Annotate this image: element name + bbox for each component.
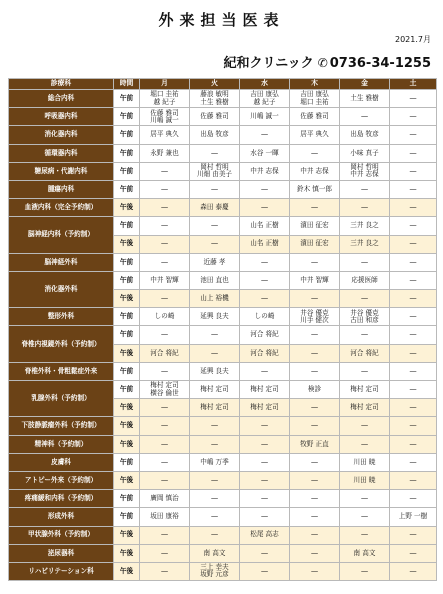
table-row	[9, 526, 437, 544]
doctor-cell: ―	[390, 108, 437, 126]
table-row	[9, 544, 437, 562]
doctor-cell: 中井 志保	[240, 162, 290, 180]
department-cell: 消化器内科	[9, 126, 114, 144]
doctor-cell: ―	[390, 417, 437, 435]
department-cell: 総合内科	[9, 90, 114, 108]
session-cell: 午後	[114, 399, 140, 417]
doctor-cell: 近藤 孝	[190, 253, 240, 271]
doctor-cell: ―	[190, 235, 240, 253]
doctor-cell: 廣岡 慎治	[140, 490, 190, 508]
doctor-cell: ―	[340, 290, 390, 308]
table-row	[9, 471, 437, 489]
doctor-cell: 梅村 定司	[240, 381, 290, 399]
doctor-cell: ―	[140, 562, 190, 580]
session-cell: 午前	[114, 308, 140, 326]
doctor-cell: 三井 良之	[340, 235, 390, 253]
session-cell: 午後	[114, 544, 140, 562]
doctor-cell: ―	[140, 326, 190, 344]
department-cell: 精神科（予約制）	[9, 435, 114, 453]
doctor-cell: 梅村 定司	[240, 399, 290, 417]
doctor-cell: 山名 正樹	[240, 217, 290, 235]
session-cell: 午前	[114, 90, 140, 108]
doctor-cell: ―	[290, 562, 340, 580]
doctor-cell: ―	[390, 235, 437, 253]
doctor-cell: ―	[140, 526, 190, 544]
doctor-cell: ―	[390, 217, 437, 235]
doctor-cell: ―	[240, 453, 290, 471]
session-cell: 午前	[114, 144, 140, 162]
doctor-cell: ―	[390, 471, 437, 489]
department-cell: 疼痛緩和内科（予約制）	[9, 490, 114, 508]
doctor-cell: ―	[140, 162, 190, 180]
doctor-cell: ―	[240, 544, 290, 562]
doctor-cell: ―	[290, 399, 340, 417]
doctor-cell: 水谷 一暉	[240, 144, 290, 162]
doctor-cell: ―	[140, 417, 190, 435]
table-row	[9, 90, 437, 108]
doctor-cell: ―	[390, 144, 437, 162]
doctor-cell: ―	[390, 544, 437, 562]
department-cell: 下肢静脈瘤外科（予約制）	[9, 417, 114, 435]
session-cell: 午後	[114, 526, 140, 544]
doctor-cell: 梅村 定司	[190, 399, 240, 417]
department-cell: 形成外科	[9, 508, 114, 526]
doctor-cell: 鈴木 慎一郎	[290, 180, 340, 198]
doctor-cell: 土生 雅樹	[340, 90, 390, 108]
doctor-cell: ―	[390, 126, 437, 144]
doctor-cell: ―	[240, 290, 290, 308]
clinic-contact	[223, 52, 431, 71]
doctor-cell: 小味 真子	[340, 144, 390, 162]
doctor-cell: ―	[390, 526, 437, 544]
table-row	[9, 326, 437, 344]
doctor-cell: ―	[340, 526, 390, 544]
doctor-cell: 佐藤 雅司	[190, 108, 240, 126]
doctor-cell: ―	[140, 399, 190, 417]
doctor-cell: ―	[290, 417, 340, 435]
table-row	[9, 271, 437, 289]
doctor-cell: ―	[290, 526, 340, 544]
date-label: 2021.7月	[395, 35, 431, 44]
table-row	[9, 508, 437, 526]
doctor-cell: ―	[290, 471, 340, 489]
header-sat: 土	[390, 79, 437, 90]
doctor-cell: ―	[340, 253, 390, 271]
table-row	[9, 253, 437, 271]
doctor-cell: ―	[140, 217, 190, 235]
doctor-cell: ―	[190, 344, 240, 362]
doctor-cell: ―	[190, 144, 240, 162]
doctor-cell: 延興 良夫	[190, 308, 240, 326]
doctor-cell: 居平 典久	[140, 126, 190, 144]
session-cell: 午後	[114, 235, 140, 253]
doctor-cell: ―	[240, 562, 290, 580]
session-cell: 午前	[114, 162, 140, 180]
doctor-cell: 堀口 圭祐 越 紀子	[140, 90, 190, 108]
table-row	[9, 126, 437, 144]
doctor-cell: 応援医師	[340, 271, 390, 289]
header-mon: 月	[140, 79, 190, 90]
session-cell: 午前	[114, 490, 140, 508]
doctor-cell: ―	[190, 471, 240, 489]
doctor-cell: 三井 良之	[340, 217, 390, 235]
doctor-cell: 延興 良夫	[190, 362, 240, 380]
doctor-cell: 河合 将紀	[240, 344, 290, 362]
doctor-cell: ―	[240, 180, 290, 198]
doctor-cell: 池田 直也	[190, 271, 240, 289]
doctor-cell: ―	[240, 471, 290, 489]
doctor-cell: ―	[340, 199, 390, 217]
doctor-cell: 吉田 康弘 越 紀子	[240, 90, 290, 108]
schedule-body	[9, 90, 437, 581]
table-row	[9, 435, 437, 453]
doctor-cell: ―	[190, 526, 240, 544]
doctor-cell: ―	[290, 199, 340, 217]
header-row	[9, 79, 437, 90]
doctor-cell: ―	[290, 344, 340, 362]
doctor-cell: ―	[390, 180, 437, 198]
department-cell: 血液内科（完全予約制）	[9, 199, 114, 217]
doctor-cell: ―	[390, 253, 437, 271]
doctor-cell: ―	[240, 490, 290, 508]
session-cell: 午後	[114, 471, 140, 489]
doctor-cell: ―	[340, 490, 390, 508]
doctor-cell: しの崎	[240, 308, 290, 326]
doctor-cell: ―	[340, 180, 390, 198]
session-cell: 午前	[114, 508, 140, 526]
department-cell: アトピー外来（予約制）	[9, 471, 114, 489]
doctor-cell: 佐藤 雅司	[290, 108, 340, 126]
table-row	[9, 308, 437, 326]
doctor-cell: ―	[390, 399, 437, 417]
doctor-cell: 山上 裕機	[190, 290, 240, 308]
session-cell: 午前	[114, 108, 140, 126]
doctor-cell: 南 高文	[190, 544, 240, 562]
doctor-cell: ―	[240, 417, 290, 435]
doctor-cell: ―	[340, 417, 390, 435]
department-cell: 脊椎外科・骨粗鬆症外来	[9, 362, 114, 380]
doctor-cell: ―	[190, 217, 240, 235]
doctor-cell: 森田 泰慶	[190, 199, 240, 217]
doctor-cell: 濱田 征宏	[290, 235, 340, 253]
table-row	[9, 362, 437, 380]
doctor-cell: 河合 将紀	[240, 326, 290, 344]
doctor-cell: 濱田 征宏	[290, 217, 340, 235]
doctor-cell: 吉田 康弘 堀口 圭祐	[290, 90, 340, 108]
doctor-cell: ―	[290, 544, 340, 562]
doctor-cell: ―	[340, 326, 390, 344]
doctor-cell: ―	[390, 562, 437, 580]
doctor-cell: 検診	[290, 381, 340, 399]
doctor-cell: ―	[390, 490, 437, 508]
doctor-cell: ―	[290, 508, 340, 526]
doctor-cell: 出島 牧彦	[340, 126, 390, 144]
doctor-cell: ―	[140, 253, 190, 271]
doctor-cell: ―	[140, 290, 190, 308]
session-cell: 午前	[114, 381, 140, 399]
doctor-cell: ―	[290, 490, 340, 508]
doctor-cell: しの崎	[140, 308, 190, 326]
doctor-cell: 居平 典久	[290, 126, 340, 144]
session-cell: 午後	[114, 562, 140, 580]
doctor-cell: 梅村 定司 横谷 倫世	[140, 381, 190, 399]
session-cell: 午後	[114, 344, 140, 362]
table-row	[9, 162, 437, 180]
doctor-cell: ―	[240, 126, 290, 144]
doctor-cell: ―	[340, 435, 390, 453]
department-cell: 脊椎内視鏡外科（予約制）	[9, 326, 114, 362]
doctor-cell: ―	[390, 381, 437, 399]
doctor-cell: 佐藤 雅司 川嶋 誠一	[140, 108, 190, 126]
doctor-cell: 松尾 高志	[240, 526, 290, 544]
doctor-cell: 梅村 定司	[190, 381, 240, 399]
doctor-cell: 山名 正樹	[240, 235, 290, 253]
doctor-cell: ―	[340, 562, 390, 580]
doctor-cell: ―	[140, 453, 190, 471]
doctor-cell: ―	[340, 508, 390, 526]
department-cell: 消化器外科	[9, 271, 114, 307]
doctor-cell: 中井 志保	[290, 162, 340, 180]
doctor-cell: ―	[290, 253, 340, 271]
table-row	[9, 453, 437, 471]
doctor-cell: ―	[290, 326, 340, 344]
doctor-cell: 岡村 哲明 川畑 由美子	[190, 162, 240, 180]
doctor-cell: ―	[240, 362, 290, 380]
table-row	[9, 217, 437, 235]
doctor-cell: 三上 幸夫 坂野 元彦	[190, 562, 240, 580]
doctor-cell: ―	[390, 271, 437, 289]
doctor-cell: ―	[390, 199, 437, 217]
department-cell: 糖尿病・代謝内科	[9, 162, 114, 180]
header-fri: 金	[340, 79, 390, 90]
doctor-cell: 川嶋 誠一	[240, 108, 290, 126]
clinic-name: 紀和クリニック	[223, 56, 314, 71]
session-cell: 午前	[114, 326, 140, 344]
session-cell: 午前	[114, 126, 140, 144]
doctor-cell: ―	[290, 144, 340, 162]
doctor-cell: 梅村 定司	[340, 381, 390, 399]
department-cell: 泌尿器科	[9, 544, 114, 562]
doctor-cell: ―	[390, 344, 437, 362]
session-cell: 午前	[114, 362, 140, 380]
table-row	[9, 180, 437, 198]
table-row	[9, 108, 437, 126]
doctor-cell: ―	[140, 180, 190, 198]
doctor-cell: ―	[190, 508, 240, 526]
table-row	[9, 381, 437, 399]
session-cell: 午後	[114, 417, 140, 435]
doctor-cell: 梅村 定司	[340, 399, 390, 417]
department-cell: 整形外科	[9, 308, 114, 326]
doctor-cell: ―	[140, 435, 190, 453]
department-cell: 脳神経外科	[9, 253, 114, 271]
doctor-cell: ―	[340, 108, 390, 126]
doctor-cell: ―	[340, 362, 390, 380]
session-cell: 午後	[114, 435, 140, 453]
doctor-cell: ―	[190, 435, 240, 453]
doctor-cell: ―	[140, 235, 190, 253]
doctor-cell: 坂田 康裕	[140, 508, 190, 526]
table-row	[9, 199, 437, 217]
schedule-table	[8, 78, 437, 581]
doctor-cell: ―	[390, 162, 437, 180]
table-row	[9, 562, 437, 580]
phone-icon: ✆	[317, 56, 328, 70]
table-row	[9, 490, 437, 508]
doctor-cell: ―	[390, 90, 437, 108]
header-wed: 水	[240, 79, 290, 90]
department-cell: 循環器内科	[9, 144, 114, 162]
doctor-cell: 川田 暁	[340, 471, 390, 489]
session-cell: 午前	[114, 253, 140, 271]
session-cell: 午前	[114, 271, 140, 289]
department-cell: 脳神経内科（予約制）	[9, 217, 114, 253]
session-cell: 午後	[114, 290, 140, 308]
session-cell: 午前	[114, 217, 140, 235]
doctor-cell: ―	[240, 199, 290, 217]
session-cell: 午後	[114, 199, 140, 217]
doctor-cell: ―	[190, 417, 240, 435]
doctor-cell: ―	[140, 544, 190, 562]
doctor-cell: 藤浪 敏明 土生 雅樹	[190, 90, 240, 108]
doctor-cell: 牧野 正直	[290, 435, 340, 453]
session-cell: 午前	[114, 453, 140, 471]
doctor-cell: ―	[390, 308, 437, 326]
doctor-cell: 中井 智輝	[140, 271, 190, 289]
table-row	[9, 144, 437, 162]
doctor-cell: 河合 将紀	[140, 344, 190, 362]
department-cell: 皮膚科	[9, 453, 114, 471]
department-cell: 甲状腺外科（予約制）	[9, 526, 114, 544]
department-cell: 腫瘍内科	[9, 180, 114, 198]
header-tue: 火	[190, 79, 240, 90]
doctor-cell: 井谷 優克 川手 健次	[290, 308, 340, 326]
doctor-cell: 中嶋 万季	[190, 453, 240, 471]
doctor-cell: ―	[240, 271, 290, 289]
doctor-cell: ―	[240, 508, 290, 526]
doctor-cell: 河合 将紀	[340, 344, 390, 362]
table-row	[9, 417, 437, 435]
doctor-cell: ―	[240, 435, 290, 453]
doctor-cell: ―	[140, 471, 190, 489]
doctor-cell: 上野 一樹	[390, 508, 437, 526]
doctor-cell: ―	[290, 290, 340, 308]
doctor-cell: 中井 智輝	[290, 271, 340, 289]
doctor-cell: ―	[240, 253, 290, 271]
doctor-cell: ―	[190, 326, 240, 344]
doctor-cell: ―	[140, 199, 190, 217]
doctor-cell: ―	[390, 362, 437, 380]
doctor-cell: 井谷 優克 古田 和彦	[340, 308, 390, 326]
doctor-cell: 岡村 哲明 中井 志保	[340, 162, 390, 180]
session-cell: 午前	[114, 180, 140, 198]
doctor-cell: ―	[390, 326, 437, 344]
department-cell: 乳腺外科（予約制）	[9, 381, 114, 417]
header-thu: 木	[290, 79, 340, 90]
department-cell: リハビリテーション科	[9, 562, 114, 580]
doctor-cell: ―	[390, 290, 437, 308]
doctor-cell: 永野 兼也	[140, 144, 190, 162]
phone-number: 0736-34-1255	[329, 56, 431, 71]
doctor-cell: ―	[290, 362, 340, 380]
doctor-cell: ―	[190, 180, 240, 198]
doctor-cell: ―	[190, 490, 240, 508]
doctor-cell: ―	[290, 453, 340, 471]
doctor-cell: 南 高文	[340, 544, 390, 562]
header-dept: 診療科	[9, 79, 114, 90]
doctor-cell: ―	[140, 362, 190, 380]
doctor-cell: ―	[390, 453, 437, 471]
header-time: 時間	[114, 79, 140, 90]
doctor-cell: 川田 暁	[340, 453, 390, 471]
doctor-cell: ―	[390, 435, 437, 453]
page-title: 外来担当医表	[158, 11, 285, 29]
department-cell: 呼吸器内科	[9, 108, 114, 126]
doctor-cell: 出島 牧彦	[190, 126, 240, 144]
